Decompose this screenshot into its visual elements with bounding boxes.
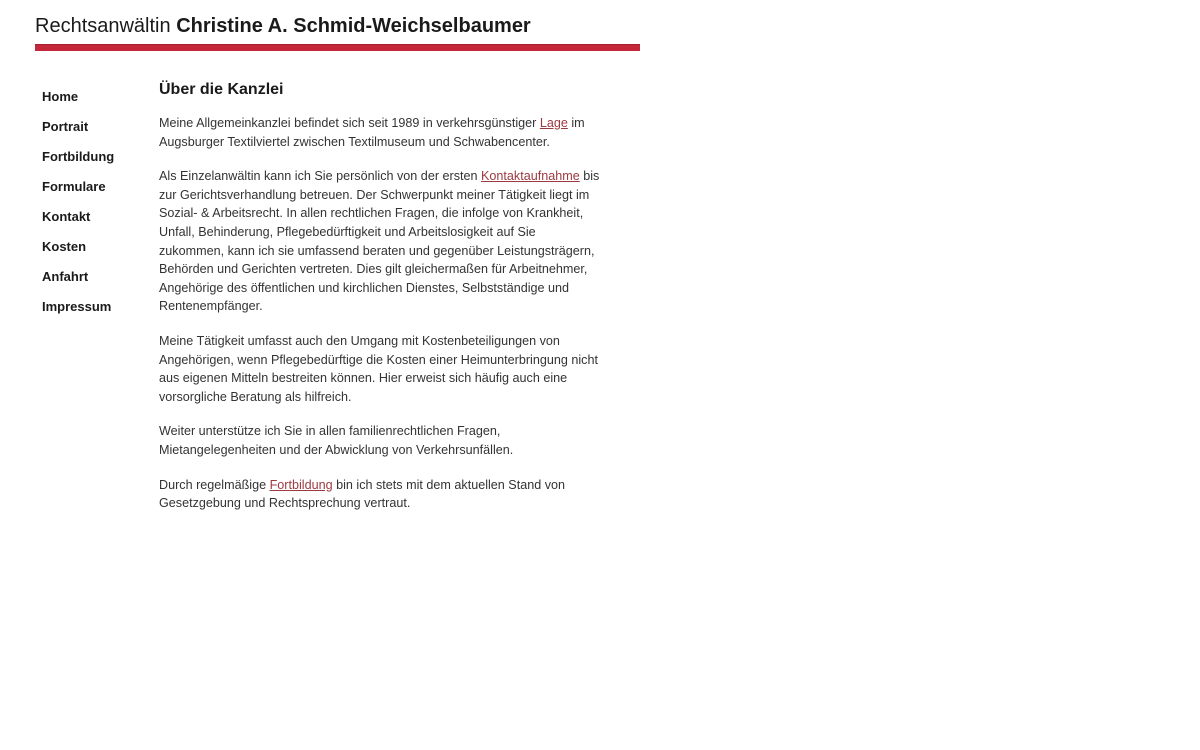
paragraph-practice-text-b: bis zur Gerichtsverhandlung betreuen. Der Schwerpunkt meiner Tätigkeit liegt im Sozial- & Arbeitsrecht. In allen rechtlichen Fragen, die infolge von Krankheit, Unfall, Behinderung, Pflegebedürftigkeit und Arbeitslosigkeit auf Sie zukommen, kann ich sie umfassend beraten und gegenüber Leistungsträgern, Behörden und Gerichten vertreten. Dies gilt gleichermaßen für Arbeitnehmer, Angehörige des öffentlichen und kirchlichen Dienstes, Selbstständige und Rentenempfänger.: [159, 169, 600, 314]
link-fortbildung[interactable]: Fortbildung: [269, 477, 333, 492]
sidebar-link-kontakt[interactable]: Kontakt: [42, 209, 91, 224]
sidebar-link-impressum[interactable]: Impressum: [42, 299, 112, 314]
sidebar-item-kontakt[interactable]: [42, 208, 152, 226]
paragraph-education-text-a: Durch regelmäßige: [159, 477, 270, 492]
sidebar-link-anfahrt[interactable]: Anfahrt: [42, 269, 89, 284]
nav-list: [42, 88, 152, 316]
link-lage[interactable]: Lage: [539, 116, 568, 130]
title-name: [171, 15, 531, 37]
sidebar-item-anfahrt[interactable]: [42, 268, 152, 286]
sidebar-link-home[interactable]: Home: [42, 89, 79, 104]
main-content: [159, 80, 602, 513]
sidebar-link-kosten[interactable]: Kosten: [42, 239, 87, 254]
sidebar-item-impressum[interactable]: [42, 298, 152, 316]
paragraph-cost-participation: Meine Tätigkeit umfasst auch den Umgang mit Kostenbeteiligungen von Angehörigen, wenn Pflegebedürftige die Kosten einer Heimunterbringung nicht aus eigenen Mitteln bestreiten können. Hier erweist sich häufig auch eine vorsorgliche Beratung als hilfreich.: [159, 333, 598, 404]
page-title: [35, 12, 640, 40]
sidebar-link-formulare[interactable]: Formulare: [42, 179, 106, 194]
sidebar-item-formulare[interactable]: [42, 178, 152, 196]
paragraph-family-law: Weiter unterstütze ich Sie in allen familienrechtlichen Fragen, Mietangelegenheiten und der Abwicklung von Verkehrsunfällen.: [159, 424, 514, 457]
paragraph-practice-areas: [159, 167, 602, 316]
paragraph-location: [159, 114, 602, 151]
sidebar-item-home[interactable]: [42, 88, 152, 106]
content-heading: Über die Kanzlei: [159, 81, 284, 98]
paragraph-education-text-b: bin ich stets mit dem aktuellen Stand von Gesetzgebung und Rechtsprechung vertraut.: [159, 477, 566, 511]
paragraph-location-text-b: im Augsburger Textilviertel zwischen Textilmuseum und Schwabencenter.: [159, 116, 585, 149]
header-divider: [35, 44, 640, 51]
sidebar-item-kosten[interactable]: [42, 238, 152, 256]
site-header: [35, 12, 640, 40]
sidebar-link-portrait[interactable]: Portrait: [42, 119, 89, 134]
sidebar-link-fortbildung[interactable]: Fortbildung: [42, 149, 115, 164]
sidebar-item-fortbildung[interactable]: [42, 148, 152, 166]
paragraph-location-text-a: Meine Allgemeinkanzlei befindet sich seit 1989 in verkehrsgünstiger: [159, 116, 540, 130]
title-role: Rechtsanwältin: [35, 15, 171, 37]
link-kontaktaufnahme[interactable]: Kontaktaufnahme: [481, 169, 580, 184]
paragraph-continuing-education: [159, 476, 602, 513]
paragraph-practice-text-a: Als Einzelanwältin kann ich Sie persönlich von der ersten: [159, 169, 482, 184]
sidebar-item-portrait[interactable]: [42, 118, 152, 136]
sidebar-nav: [42, 88, 152, 328]
title-name-text: Christine A. Schmid-Weichselbaumer: [176, 15, 531, 37]
